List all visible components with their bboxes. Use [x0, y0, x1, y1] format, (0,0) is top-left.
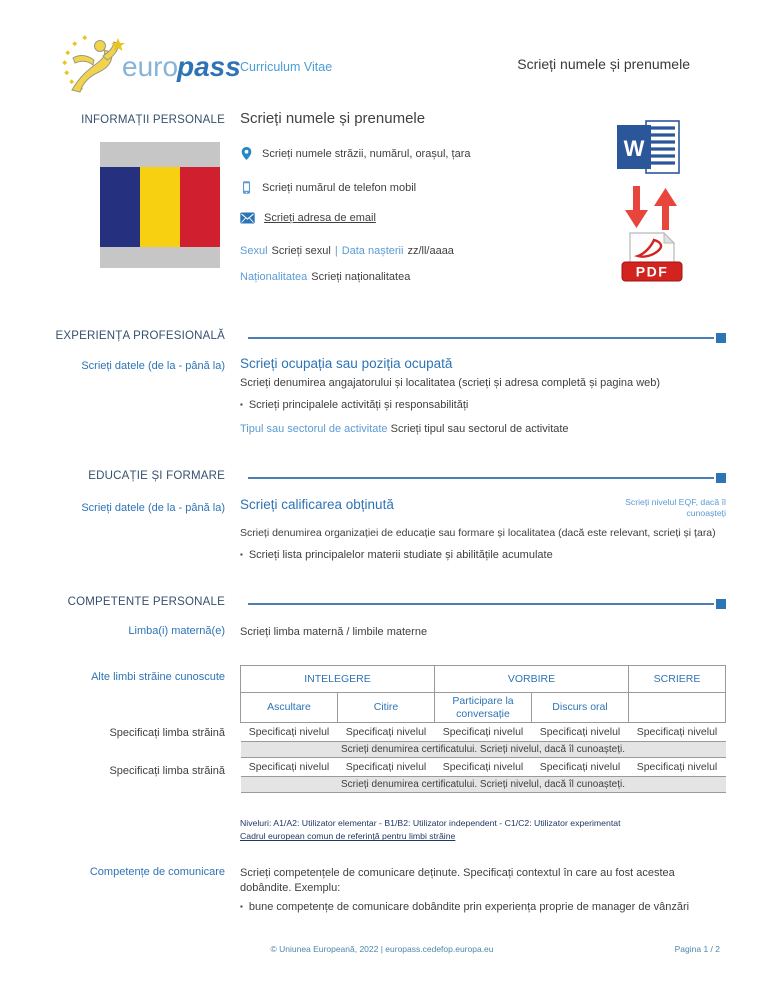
location-pin-icon [240, 146, 253, 161]
mobile-phone-icon [240, 180, 253, 195]
communication-bullet: ▪ bune competențe de comunicare dobândite prin experiența proprie de manager de vânzări [240, 900, 726, 915]
education-content [240, 497, 726, 563]
levels-note: Niveluri: A1/A2: Utilizator elementar - B1/B2: Utilizator independent - C1/C2: Utilizator experimentat [240, 818, 621, 828]
sex-value: Scrieți sexul [271, 245, 331, 257]
address-text: Scrieți numele străzii, numărul, orașul, țara [262, 147, 471, 160]
personal-info-content [240, 108, 630, 308]
communication-text: Scrieți competențele de comunicare deținute. Specificați contextul în care au fost acestea dobândite. Exemplu: [240, 867, 675, 894]
email-link[interactable]: Scrieți adresa de email [264, 212, 376, 224]
word-document-icon[interactable] [616, 120, 682, 181]
doc-type-label: Curriculum Vitae [240, 60, 333, 74]
section-divider-square [716, 333, 726, 343]
experience-date-label: Scrieți datele (de la - până la) [81, 360, 225, 372]
phone-row [240, 180, 416, 195]
down-arrow-icon [633, 186, 640, 212]
education-organization: Scrieți denumirea organizației de educație sau formare și localitatea (dacă este relevant, scrieți și țara) [240, 526, 716, 539]
level-cell: Specificați nivelul [532, 723, 629, 742]
birthdate-label: Data nașterii [341, 245, 404, 257]
sector-label: Tipul sau sectorul de activitate [240, 422, 388, 435]
mother-tongue-label: Limba(i) maternă(e) [128, 625, 225, 637]
language-level-row [241, 758, 726, 777]
pdf-document-icon[interactable] [618, 232, 686, 291]
cefr-link[interactable]: Cadrul european comun de referință pentru limbi străine [240, 831, 456, 842]
education-subjects: ▪ Scrieți lista principalelor materii studiate și abilitățile acumulate [240, 548, 726, 563]
education-title: Scrieți calificarea obținută [240, 497, 394, 512]
header-name: Scrieți numele și prenumele [517, 56, 690, 72]
level-cell: Specificați nivelul [338, 758, 435, 777]
level-cell: Specificați nivelul [629, 723, 726, 742]
level-cell: Specificați nivelul [435, 758, 532, 777]
specify-language-label: Specificați limba străină [109, 727, 225, 739]
email-envelope-icon [240, 212, 255, 224]
experience-sector-row [240, 422, 726, 437]
col-header-speaking: VORBIRE [435, 666, 629, 693]
convert-arrows-icon [624, 184, 678, 237]
specify-language-label: Specificați limba străină [109, 765, 225, 777]
experience-section [0, 330, 764, 450]
nationality-label: Naționalitatea [240, 271, 308, 283]
mother-tongue-value: Scrieți limba maternă / limbile materne [240, 626, 428, 638]
email-row [240, 212, 376, 224]
logo-euro-text: euro [122, 51, 179, 82]
education-section-label: EDUCAȚIE ȘI FORMARE [88, 470, 225, 482]
eqf-note: Scrieți nivelul EQF, dacă îl cunoașteți [625, 497, 726, 519]
certificate-cell: Scrieți denumirea certificatului. Scrieți nivelul, dacă îl cunoașteți. [241, 742, 726, 758]
certificate-cell: Scrieți denumirea certificatului. Scrieți nivelul, dacă îl cunoașteți. [241, 777, 726, 793]
flag-yellow-stripe [140, 167, 180, 247]
pdf-label: PDF [635, 263, 669, 280]
experience-content [240, 356, 726, 437]
romania-flag-icon [100, 167, 220, 247]
col-header-listening: Ascultare [241, 693, 338, 723]
flag-blue-stripe [100, 167, 140, 247]
experience-title: Scrieți ocupația sau poziția ocupată [240, 356, 453, 371]
experience-activities: ▪ Scrieți principalele activități și responsabilități [240, 398, 726, 413]
photo-placeholder [100, 142, 220, 268]
col-header-writing: SCRIERE [629, 666, 726, 693]
footer-copyright: © Uniunea Europeană, 2022 | europass.cedefop.europa.eu [270, 944, 494, 954]
level-cell: Specificați nivelul [435, 723, 532, 742]
skills-section-label: COMPETENTE PERSONALE [67, 596, 225, 608]
europass-logo [56, 30, 246, 100]
europass-figure-icon [56, 30, 246, 100]
address-row [240, 146, 470, 161]
certificate-row [241, 777, 726, 793]
table-sub-header-row [241, 693, 726, 723]
levels-note-block [240, 817, 726, 844]
experience-section-label: EXPERIENȚA PROFESIONALĂ [55, 330, 225, 342]
section-divider-line [248, 603, 714, 605]
certificate-row [241, 742, 726, 758]
logo-pass-text: pass [177, 51, 241, 82]
word-letter: W [623, 136, 645, 161]
other-languages-label: Alte limbi străine cunoscute [91, 671, 225, 683]
col-header-oral: Discurs oral [532, 693, 629, 723]
section-divider-square [716, 473, 726, 483]
nationality-value: Scrieți naționalitatea [311, 271, 411, 283]
col-header-understanding: INTELEGERE [241, 666, 435, 693]
sex-birth-row [240, 245, 454, 257]
flag-red-stripe [180, 167, 220, 247]
education-date-label: Scrieți datele (de la - până la) [81, 502, 225, 514]
table-group-header-row [241, 666, 726, 693]
col-header-reading: Citire [338, 693, 435, 723]
nationality-row [240, 271, 410, 283]
language-level-row [241, 723, 726, 742]
level-cell: Specificați nivelul [629, 758, 726, 777]
sector-value: Scrieți tipul sau sectorul de activitate [390, 422, 569, 435]
level-cell: Specificați nivelul [338, 723, 435, 742]
personal-info-section [0, 108, 764, 328]
sex-label: Sexul [240, 245, 268, 257]
communication-label: Competențe de comunicare [89, 866, 225, 878]
phone-text: Scrieți numărul de telefon mobil [262, 181, 417, 194]
level-cell: Specificați nivelul [532, 758, 629, 777]
personal-section-label: INFORMAȚII PERSONALE [81, 114, 225, 126]
level-cell: Specificați nivelul [241, 723, 338, 742]
section-divider-line [248, 477, 714, 479]
section-divider-square [716, 599, 726, 609]
col-header-writing-sub [629, 693, 726, 723]
separator: | [334, 245, 338, 257]
education-section [0, 470, 764, 580]
personal-name-heading: Scrieți numele și prenumele [240, 110, 426, 127]
footer-page-number: Pagina 1 / 2 [674, 944, 720, 954]
section-divider-line [248, 337, 714, 339]
birthdate-value: zz/ll/aaaa [407, 245, 454, 257]
col-header-conversation: Participare la conversație [435, 693, 532, 723]
level-cell: Specificați nivelul [241, 758, 338, 777]
personal-skills-section [0, 596, 764, 940]
experience-employer: Scrieți denumirea angajatorului și localitatea (scrieți și adresa completă și pagina web) [240, 377, 661, 389]
languages-table [240, 665, 726, 793]
communication-content [240, 866, 726, 915]
up-arrow-icon [662, 204, 669, 230]
